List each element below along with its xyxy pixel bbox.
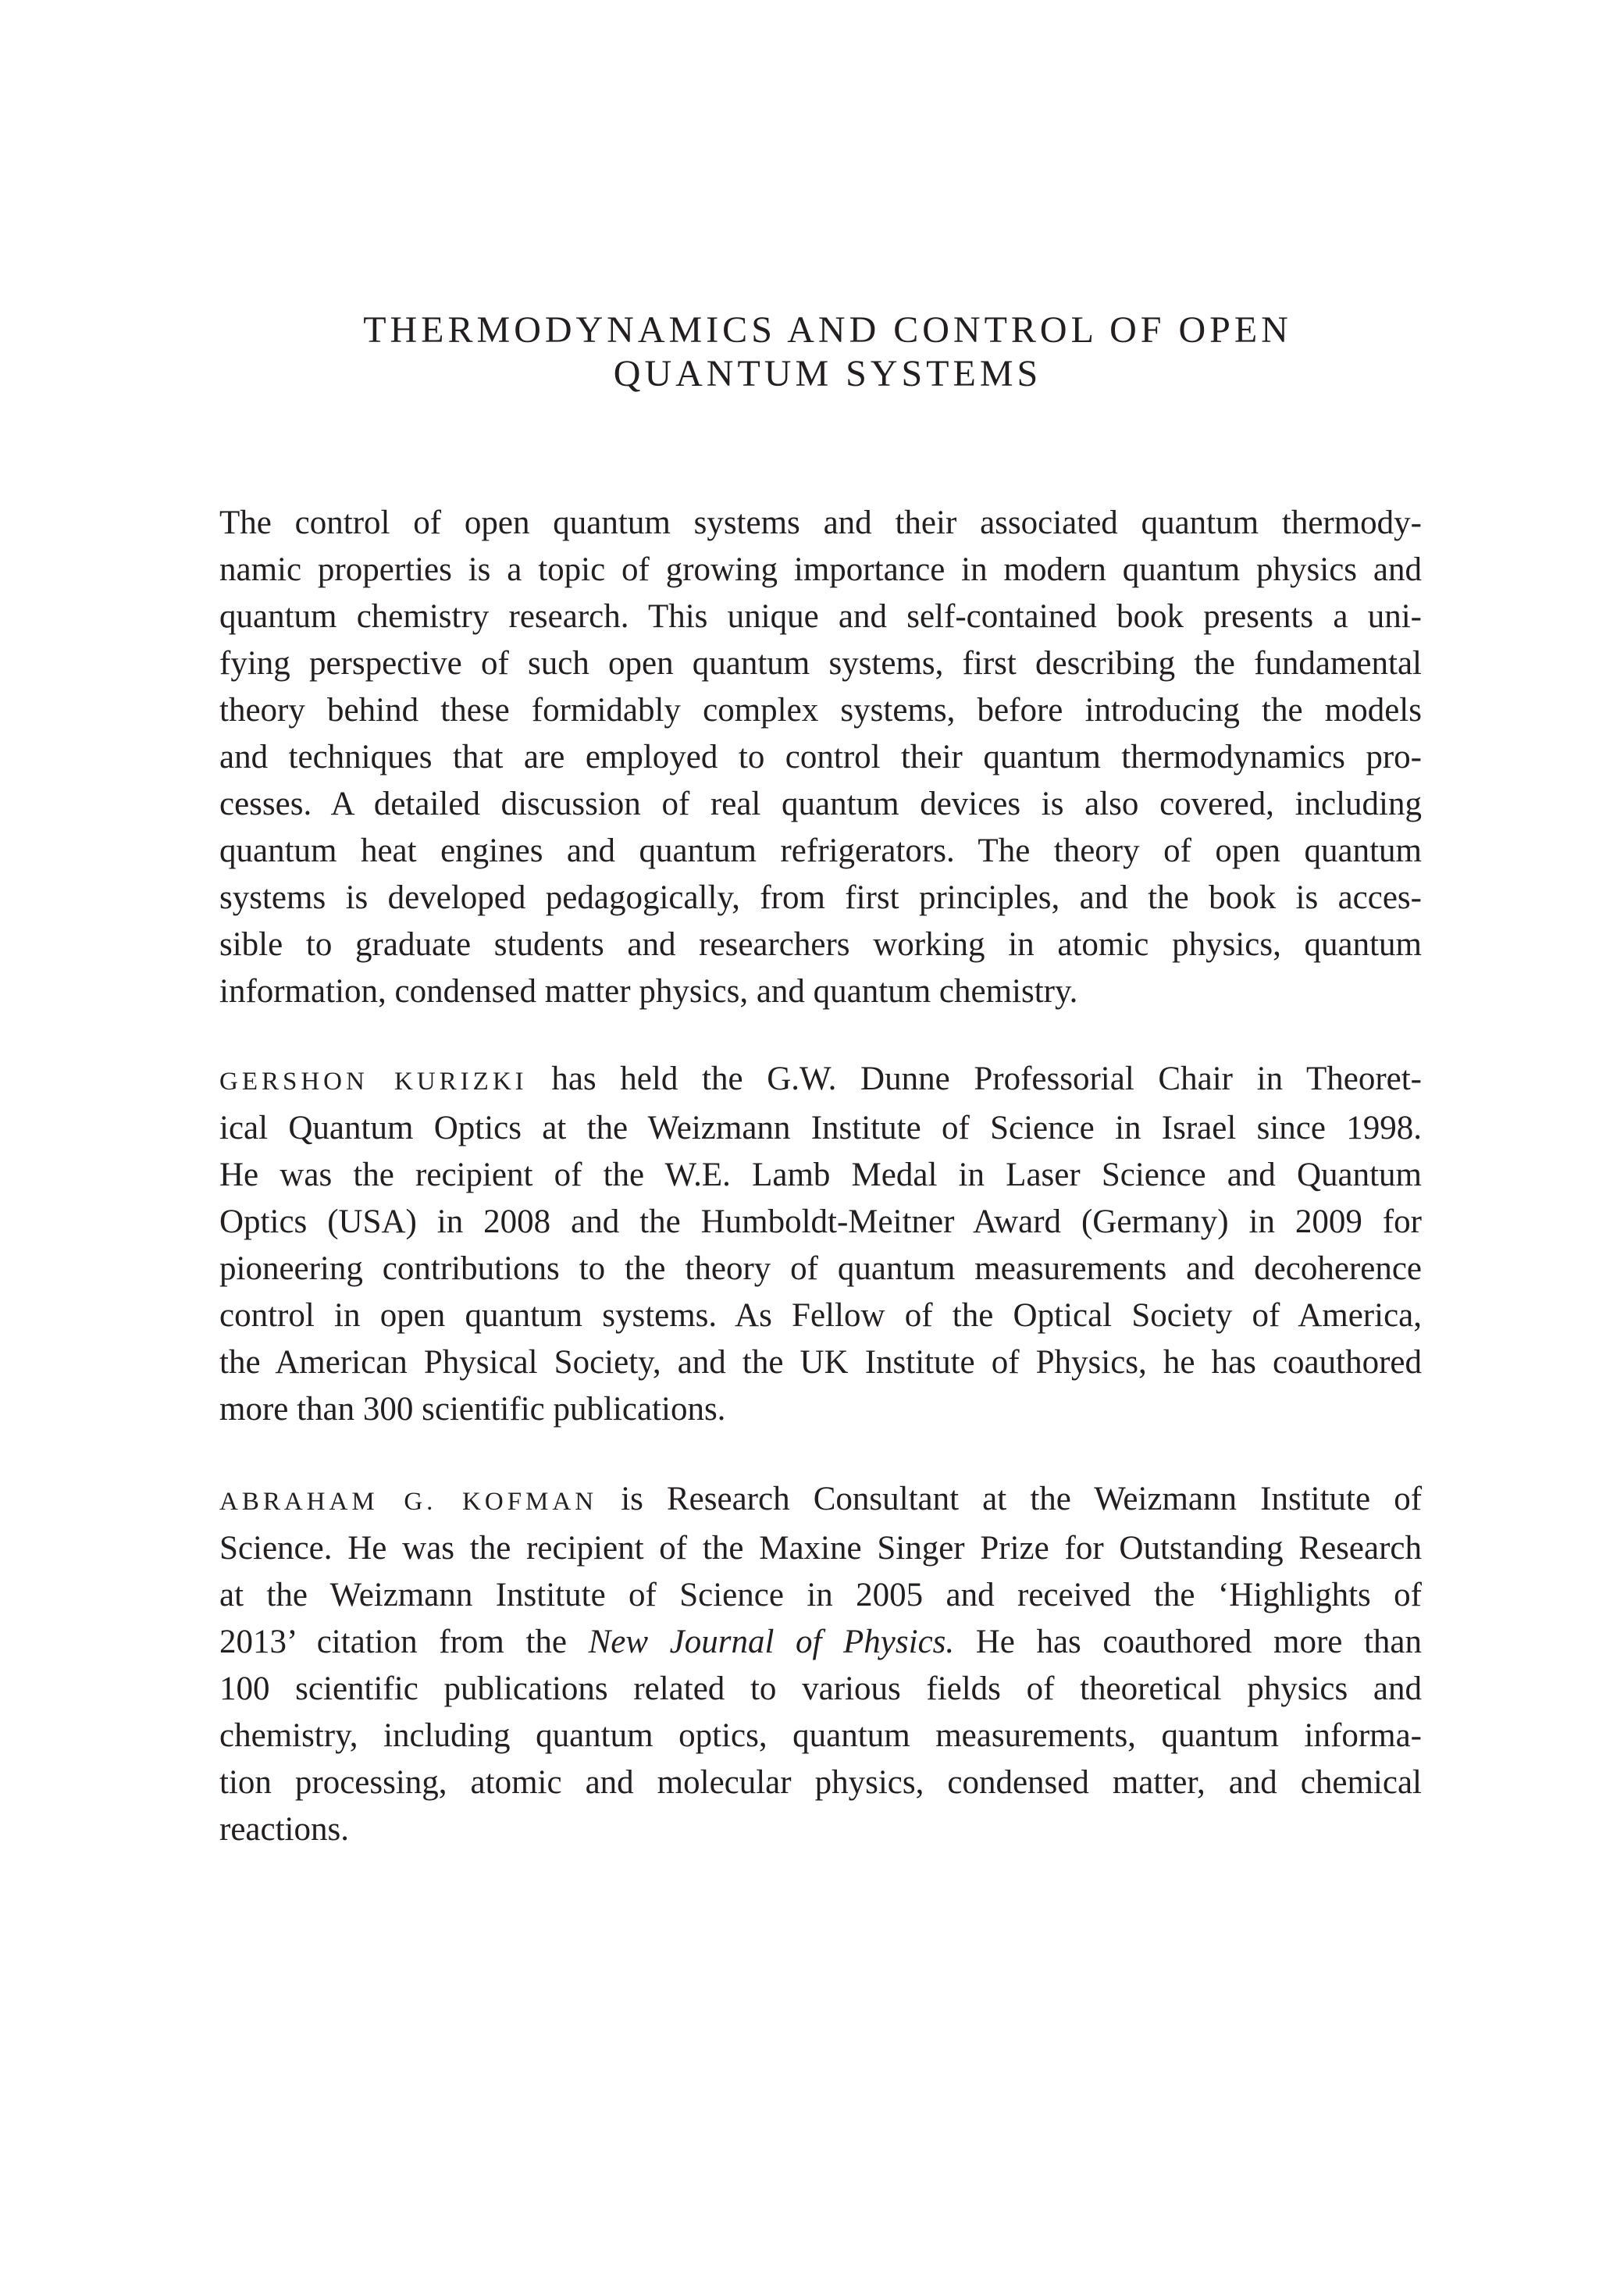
book-description <box>219 500 1422 1015</box>
author-bio-line: the American Physical Society, and the UK Institute of Physics, he has coauthored <box>219 1344 1422 1381</box>
book-title-line-1: THERMODYNAMICS AND CONTROL OF OPEN <box>363 309 1292 351</box>
author-bio-line: reactions. <box>219 1811 349 1848</box>
description-line: quantum heat engines and quantum refrigerators. The theory of open quantum <box>219 832 1422 869</box>
author-bio-line: at the Weizmann Institute of Science in 2005 and received the ‘Highlights of <box>219 1577 1422 1613</box>
author-bio-line: control in open quantum systems. As Fellow of the Optical Society of America, <box>219 1297 1422 1334</box>
author-bio-text: has held the G.W. Dunne Professorial Chair in Theoret- <box>527 1061 1422 1097</box>
author-bio-line <box>219 1619 1422 1666</box>
author-bio-line: chemistry, including quantum optics, quantum measurements, quantum informa- <box>219 1717 1422 1754</box>
author-bio-line: Science. He was the recipient of the Maxine Singer Prize for Outstanding Research <box>219 1530 1422 1567</box>
author-bio-line: tion processing, atomic and molecular physics, condensed matter, and chemical <box>219 1764 1422 1801</box>
author-bio-kurizki <box>219 1056 1422 1433</box>
author-bio-line: pioneering contributions to the theory of quantum measurements and decoherence <box>219 1250 1422 1287</box>
author-bio-line: more than 300 scientific publications. <box>219 1391 726 1428</box>
author-name-kofman: ABRAHAM G. KOFMAN <box>219 1488 598 1516</box>
book-title-line-2: QUANTUM SYSTEMS <box>613 353 1042 394</box>
description-line: and techniques that are employed to control their quantum thermodynamics pro- <box>219 739 1422 775</box>
author-bio-text: is Research Consultant at the Weizmann Institute of <box>597 1481 1423 1517</box>
author-bio-kofman <box>219 1476 1422 1853</box>
description-line: cesses. A detailed discussion of real quantum devices is also covered, including <box>219 786 1422 822</box>
book-title <box>219 308 1437 396</box>
description-line: theory behind these formidably complex systems, before introducing the models <box>219 692 1422 729</box>
description-line: quantum chemistry research. This unique and self-contained book presents a uni- <box>219 598 1422 635</box>
author-bio-line: ical Quantum Optics at the Weizmann Institute of Science in Israel since 1998. <box>219 1110 1422 1146</box>
description-line: namic properties is a topic of growing importance in modern quantum physics and <box>219 551 1422 588</box>
description-line: information, condensed matter physics, and quantum chemistry. <box>219 973 1078 1010</box>
author-bio-text: He has coauthored more than <box>954 1624 1422 1660</box>
author-name-kurizki: GERSHON KURIZKI <box>219 1068 528 1096</box>
author-bio-line: Optics (USA) in 2008 and the Humboldt-Meitner Award (Germany) in 2009 for <box>219 1203 1422 1240</box>
description-line: The control of open quantum systems and their associated quantum thermody- <box>219 504 1422 541</box>
description-line: fying perspective of such open quantum systems, first describing the fundamental <box>219 645 1422 682</box>
author-bio-line <box>219 1476 1422 1525</box>
author-bio-line <box>219 1056 1422 1105</box>
author-bio-line: He was the recipient of the W.E. Lamb Medal in Laser Science and Quantum <box>219 1157 1422 1193</box>
author-bio-line: 100 scientific publications related to various fields of theoretical physics and <box>219 1670 1422 1707</box>
journal-title: New Journal of Physics. <box>588 1624 955 1660</box>
description-line: systems is developed pedagogically, from first principles, and the book is acces- <box>219 879 1422 916</box>
author-bio-text: 2013’ citation from the <box>219 1624 589 1660</box>
description-line: sible to graduate students and researchers working in atomic physics, quantum <box>219 926 1422 963</box>
